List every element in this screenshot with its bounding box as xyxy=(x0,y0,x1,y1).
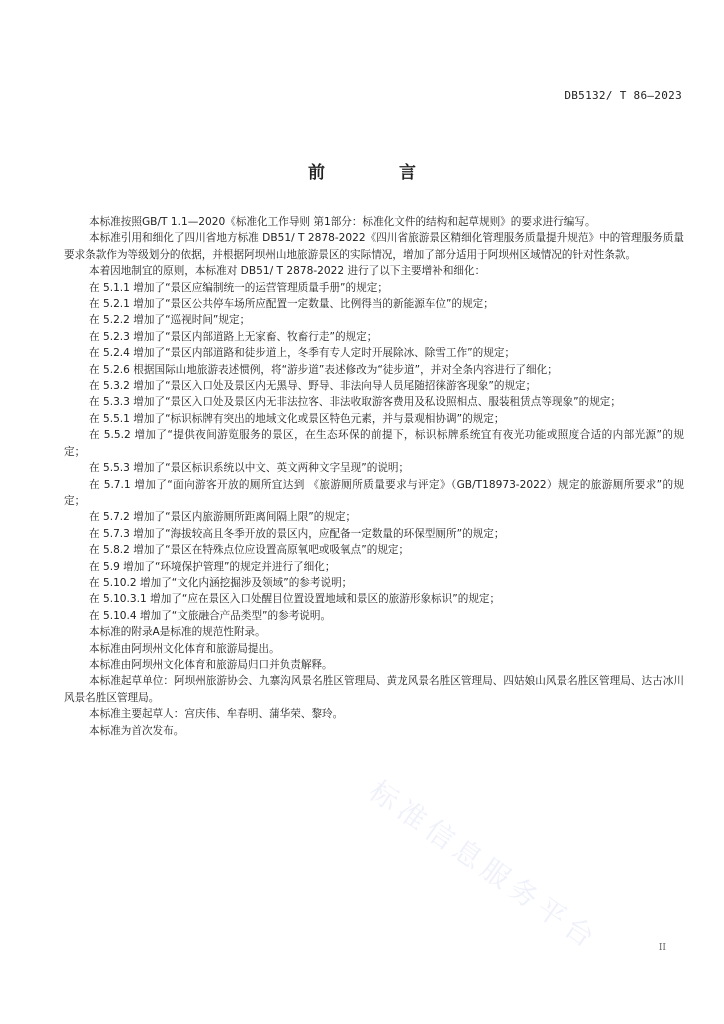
paragraph: 在 5.3.2 增加了“景区入口处及景区内无黑导、野导、非法向导人员尾随招徕游客现象”的规定； xyxy=(89,380,537,393)
paragraph: 在 5.5.2 增加了“提供夜间游览服务的景区，在生态环保的前提下，标识标牌系统宜有夜光功能或照度合适的内部光源”的规定； xyxy=(64,429,684,458)
paragraph: 在 5.5.3 增加了“景区标识系统以中文、英文两种文字呈现”的说明； xyxy=(89,462,410,475)
paragraph: 本标准引用和细化了四川省地方标准 DB51/ T 2878-2022《四川省旅游景区精细化管理服务质量提升规范》中的管理服务质量要求条款作为等级划分的依据，并根据阿坝州山地旅游景区的实际情况，增加了部分适用于阿坝州区域情况的针对性条款。 xyxy=(64,232,684,261)
paragraph: 在 5.2.1 增加了“景区公共停车场所应配置一定数量、比例得当的新能源车位”的规定； xyxy=(89,298,494,311)
watermark: 标准信息服务平台 xyxy=(363,774,605,958)
paragraph: 本标准按照GB/T 1.1—2020《标准化工作导则 第1部分：标准化文件的结构和起草规则》的要求进行编写。 xyxy=(89,216,596,228)
paragraph: 在 5.5.1 增加了“标识标牌有突出的地域文化或景区特色元素，并与景观相协调”的规定； xyxy=(89,412,505,425)
paragraph: 本标准主要起草人：宫庆伟、牟春明、蒲华荣、黎玲。 xyxy=(89,708,344,721)
paragraph: 本标准起草单位：阿坝州旅游协会、九寨沟风景名胜区管理局、黄龙风景名胜区管理局、四姑娘山风景名胜区管理局、达古冰川风景名胜区管理局。 xyxy=(64,675,684,704)
paragraph: 在 5.7.2 增加了“景区内旅游厕所距离间隔上限”的规定； xyxy=(89,511,357,524)
paragraph: 在 5.10.4 增加了“文旅融合产品类型”的参考说明。 xyxy=(89,609,332,622)
document-code: DB5132/ T 86—2023 xyxy=(564,89,682,102)
page-number: II xyxy=(658,943,666,953)
paragraph: 在 5.2.6 根据国际山地旅游表述惯例，将“游步道”表述修改为“徒步道”，并对全条内容进行了细化； xyxy=(89,363,558,376)
paragraph: 本标准为首次发布。 xyxy=(89,724,185,737)
paragraph: 本标准由阿坝州文化体育和旅游局归口并负责解释。 xyxy=(89,658,333,671)
paragraph: 在 5.7.1 增加了“面向游客开放的厕所宜达到 《旅游厕所质量要求与评定》（GB/T18973-2022）规定的旅游厕所要求”的规定； xyxy=(64,478,684,507)
page-title: 前 言 xyxy=(308,163,450,183)
document-body xyxy=(64,214,684,739)
paragraph: 本着因地制宜的原则，本标准对 DB51/ T 2878-2022 进行了以下主要增补和细化： xyxy=(89,265,486,278)
paragraph: 在 5.8.2 增加了“景区在特殊点位应设置高原氧吧或吸氧点”的规定； xyxy=(89,544,410,557)
paragraph: 在 5.7.3 增加了“海拔较高且冬季开放的景区内，应配备一定数量的环保型厕所”的规定； xyxy=(89,527,505,540)
paragraph: 在 5.2.3 增加了“景区内部道路上无家畜、牧畜行走”的规定； xyxy=(89,330,378,343)
paragraph: 在 5.2.4 增加了“景区内部道路和徒步道上，冬季有专人定时开展除冰、除雪工作”的规定； xyxy=(89,347,516,360)
paragraph: 本标准的附录A是标准的规范性附录。 xyxy=(89,626,266,639)
paragraph: 在 5.10.3.1 增加了“应在景区入口处醒目位置设置地域和景区的旅游形象标识”的规定； xyxy=(89,593,501,606)
paragraph: 在 5.1.1 增加了“景区应编制统一的运营管理质量手册”的规定； xyxy=(89,281,388,294)
paragraph: 在 5.9 增加了“环境保护管理”的规定并进行了细化； xyxy=(89,560,336,573)
paragraph: 在 5.10.2 增加了“文化内涵挖掘涉及领域”的参考说明； xyxy=(89,576,353,589)
paragraph: 在 5.3.3 增加了“景区入口处及景区内无非法拉客、非法收取游客费用及私设照相点、服装租赁点等现象”的规定； xyxy=(89,396,621,409)
paragraph: 本标准由阿坝州文化体育和旅游局提出。 xyxy=(89,642,280,655)
paragraph: 在 5.2.2 增加了“巡视时间”规定； xyxy=(89,314,251,327)
